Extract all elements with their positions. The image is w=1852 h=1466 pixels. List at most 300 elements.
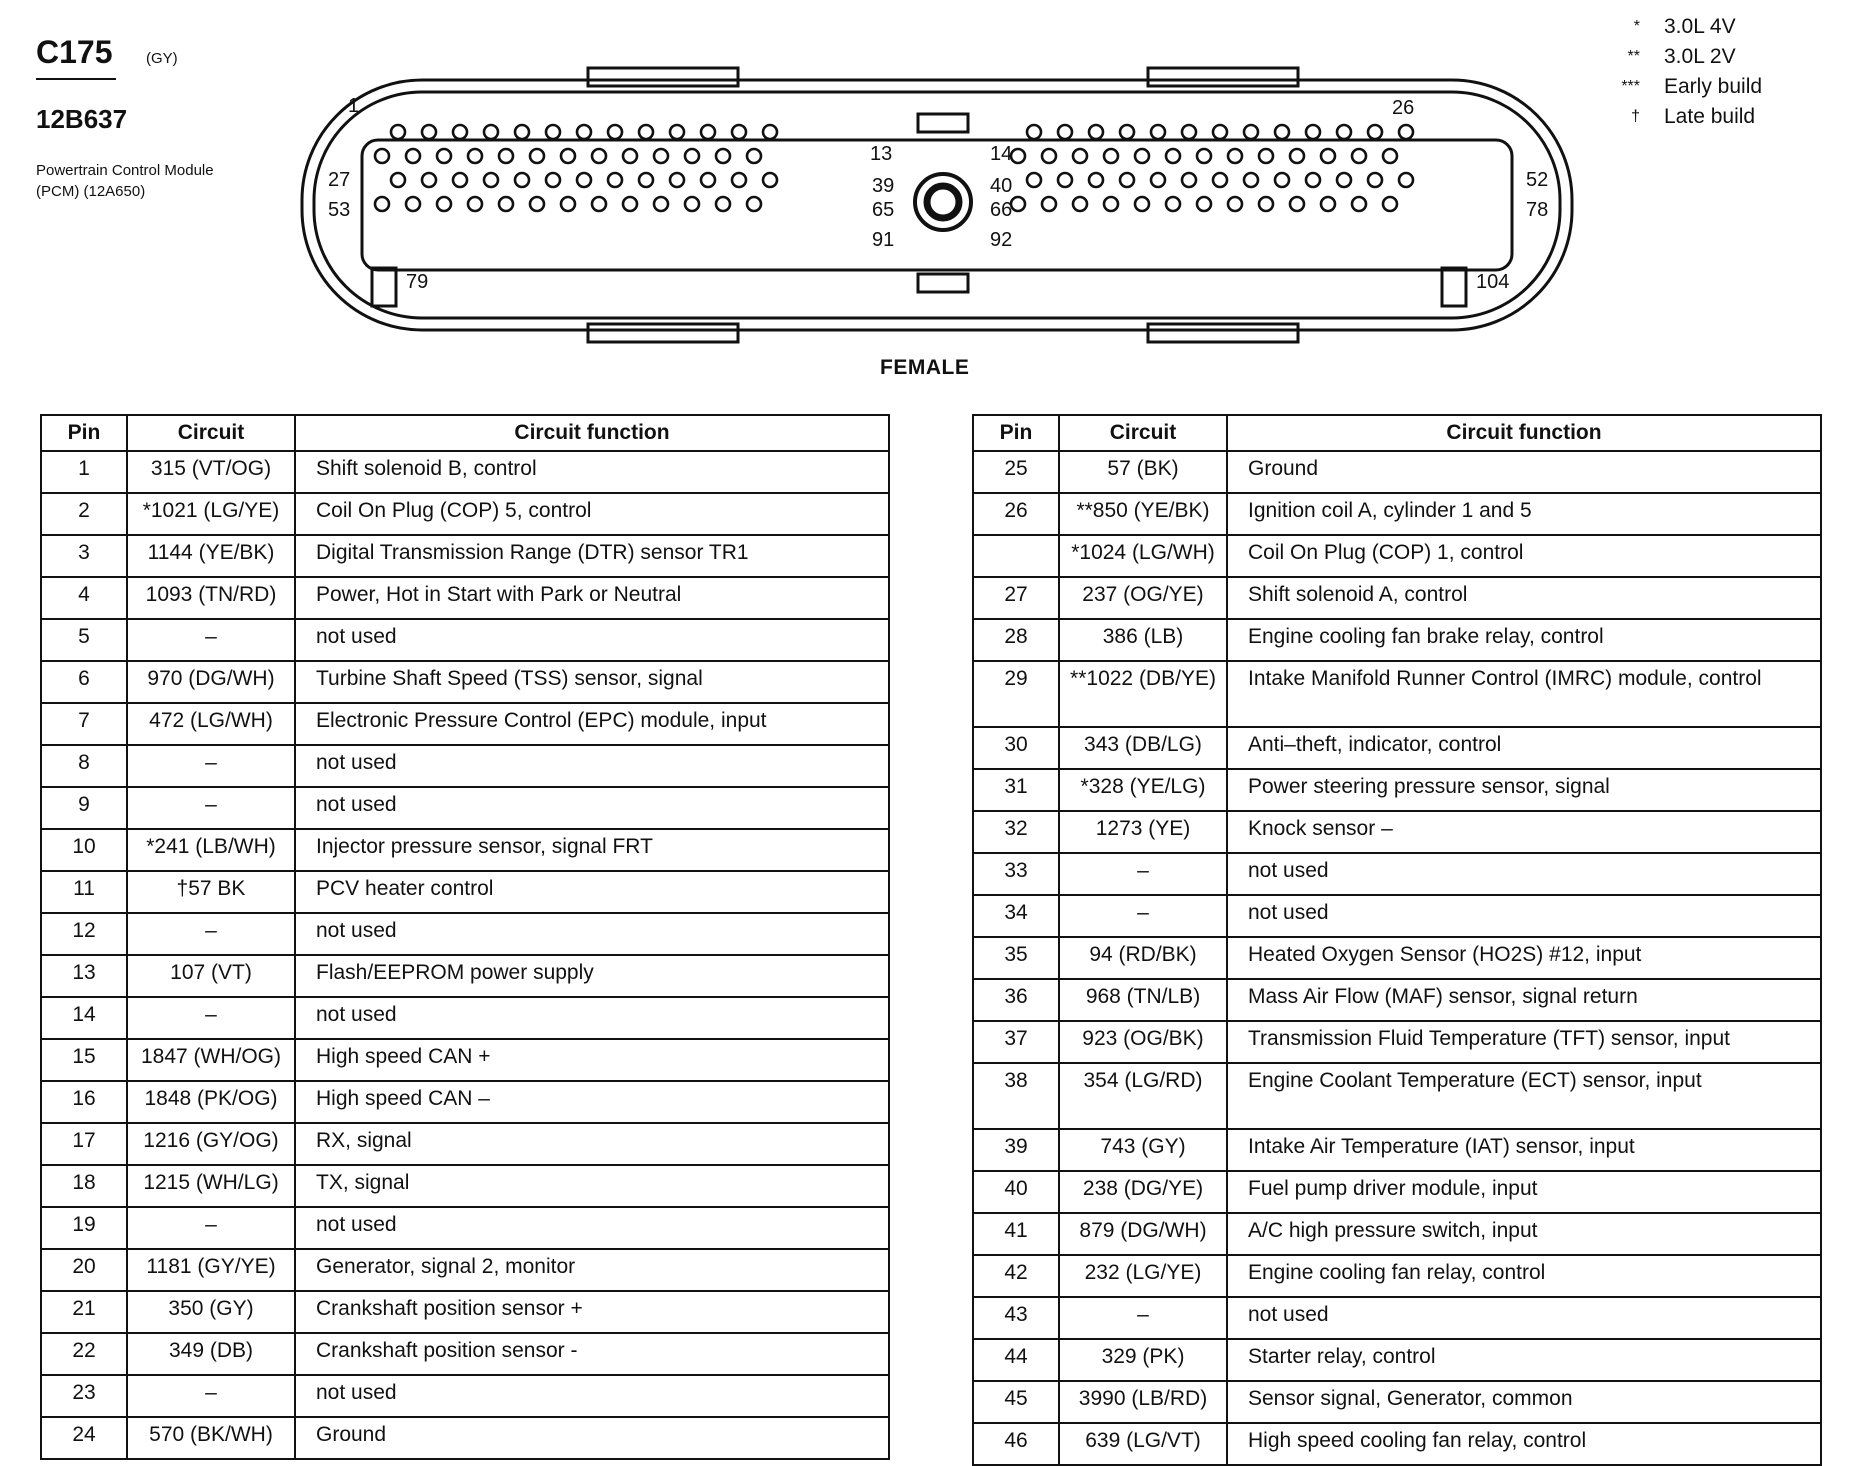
bottom-latch-right xyxy=(1148,324,1298,342)
pin-cell: 30 xyxy=(973,727,1059,769)
gender-label: FEMALE xyxy=(880,356,970,379)
circuit-cell: – xyxy=(127,997,295,1039)
circuit-cell: 968 (TN/LB) xyxy=(1059,979,1227,1021)
circuit-cell: 315 (VT/OG) xyxy=(127,451,295,493)
pin-hole xyxy=(701,173,715,187)
pin-label-52: 52 xyxy=(1526,169,1549,191)
circuit-cell: 57 (BK) xyxy=(1059,451,1227,493)
pin-label-1: 1 xyxy=(348,95,360,117)
pin-label-104: 104 xyxy=(1476,271,1510,293)
pin-hole xyxy=(1228,197,1242,211)
pin-hole xyxy=(499,197,513,211)
pin-hole xyxy=(1321,197,1335,211)
circuit-cell: 1215 (WH/LG) xyxy=(127,1165,295,1207)
legend-text: 3.0L 2V xyxy=(1664,45,1736,68)
function-cell: Flash/EEPROM power supply xyxy=(295,955,889,997)
pin-hole xyxy=(1306,173,1320,187)
pin-hole xyxy=(732,125,746,139)
table-body-right xyxy=(973,451,1821,1465)
pin-hole xyxy=(1135,149,1149,163)
module-line-1: Powertrain Control Module xyxy=(36,162,214,179)
pin-hole xyxy=(1027,125,1041,139)
pin-cell: 42 xyxy=(973,1255,1059,1297)
center-bolt-outer xyxy=(915,174,971,230)
function-cell: Engine cooling fan relay, control xyxy=(1227,1255,1821,1297)
pin-hole xyxy=(639,125,653,139)
pin-hole xyxy=(1120,173,1134,187)
pin-hole xyxy=(1058,125,1072,139)
table-row xyxy=(973,1021,1821,1063)
circuit-cell: – xyxy=(1059,895,1227,937)
pin-hole xyxy=(1213,173,1227,187)
pin-hole xyxy=(1259,149,1273,163)
table-row xyxy=(973,727,1821,769)
table-row xyxy=(41,577,889,619)
function-cell: Shift solenoid B, control xyxy=(295,451,889,493)
pin-cell: 8 xyxy=(41,745,127,787)
pin-cell: 5 xyxy=(41,619,127,661)
pin-label-92: 92 xyxy=(990,229,1013,251)
circuit-cell: – xyxy=(127,1375,295,1417)
table-row xyxy=(973,1255,1821,1297)
pin-cell: 36 xyxy=(973,979,1059,1021)
pin-hole xyxy=(747,149,761,163)
pin-hole xyxy=(608,125,622,139)
pin-cell: 29 xyxy=(973,661,1059,727)
table-row xyxy=(973,1339,1821,1381)
table-row xyxy=(973,895,1821,937)
table-row xyxy=(973,979,1821,1021)
header-pin: Pin xyxy=(973,415,1059,451)
pin-hole xyxy=(654,149,668,163)
pin-hole xyxy=(468,197,482,211)
pin-cell: 10 xyxy=(41,829,127,871)
header-circuit: Circuit xyxy=(127,415,295,451)
pin-label-27: 27 xyxy=(328,169,351,191)
pin-hole xyxy=(1306,125,1320,139)
table-row xyxy=(973,1063,1821,1129)
function-cell: High speed CAN + xyxy=(295,1039,889,1081)
function-cell: Knock sensor – xyxy=(1227,811,1821,853)
pin-hole xyxy=(592,149,606,163)
pin-hole xyxy=(623,197,637,211)
pin-cell: 33 xyxy=(973,853,1059,895)
pin-cell: 28 xyxy=(973,619,1059,661)
circuit-cell: *241 (LB/WH) xyxy=(127,829,295,871)
pin-cell: 4 xyxy=(41,577,127,619)
pin-hole xyxy=(716,149,730,163)
pin-label-13: 13 xyxy=(870,143,893,165)
pin-hole xyxy=(391,173,405,187)
pin-cell: 3 xyxy=(41,535,127,577)
function-cell: not used xyxy=(1227,895,1821,937)
pin-hole xyxy=(1027,173,1041,187)
circuit-cell: 232 (LG/YE) xyxy=(1059,1255,1227,1297)
pin-hole xyxy=(561,149,575,163)
table-row xyxy=(973,493,1821,535)
circuit-cell: **1022 (DB/YE) xyxy=(1059,661,1227,727)
table-row xyxy=(41,493,889,535)
table-row xyxy=(973,811,1821,853)
pin-hole xyxy=(701,125,715,139)
circuit-cell: – xyxy=(127,745,295,787)
circuit-cell: *1024 (LG/WH) xyxy=(1059,535,1227,577)
circuit-cell: †57 BK xyxy=(127,871,295,913)
function-cell: not used xyxy=(295,1207,889,1249)
legend-mark: * xyxy=(1633,18,1640,35)
table-row xyxy=(973,1297,1821,1339)
circuit-cell: – xyxy=(127,1207,295,1249)
pin-cell: 19 xyxy=(41,1207,127,1249)
connector-diagram xyxy=(290,60,1590,350)
function-cell: A/C high pressure switch, input xyxy=(1227,1213,1821,1255)
pin-cell: 44 xyxy=(973,1339,1059,1381)
pin-label-66: 66 xyxy=(990,199,1013,221)
pin-cell: 25 xyxy=(973,451,1059,493)
pin-hole xyxy=(732,173,746,187)
pin-label-78: 78 xyxy=(1526,199,1549,221)
pin-cell: 7 xyxy=(41,703,127,745)
circuit-cell: 343 (DB/LG) xyxy=(1059,727,1227,769)
pin-hole xyxy=(1011,149,1025,163)
legend-item xyxy=(1600,42,1762,72)
function-cell: Ignition coil A, cylinder 1 and 5 xyxy=(1227,493,1821,535)
circuit-cell: *328 (YE/LG) xyxy=(1059,769,1227,811)
pin-hole xyxy=(685,149,699,163)
pin-hole xyxy=(1228,149,1242,163)
polarizing-tab-left xyxy=(372,268,396,306)
pin-hole xyxy=(437,197,451,211)
circuit-cell: 1273 (YE) xyxy=(1059,811,1227,853)
function-cell: not used xyxy=(1227,853,1821,895)
pin-hole xyxy=(1166,197,1180,211)
function-cell: PCV heater control xyxy=(295,871,889,913)
pin-cell: 15 xyxy=(41,1039,127,1081)
pin-hole xyxy=(561,197,575,211)
header-underline xyxy=(36,78,116,80)
legend-item xyxy=(1600,102,1762,132)
pin-hole xyxy=(1135,197,1149,211)
pin-hole xyxy=(453,173,467,187)
table-row xyxy=(973,937,1821,979)
table-row xyxy=(973,1213,1821,1255)
pin-cell: 2 xyxy=(41,493,127,535)
table-row xyxy=(41,1375,889,1417)
header-function: Circuit function xyxy=(295,415,889,451)
table-row xyxy=(973,451,1821,493)
table-row xyxy=(973,1423,1821,1465)
table-header-row xyxy=(41,415,889,451)
table-row xyxy=(41,1039,889,1081)
circuit-cell: 923 (OG/BK) xyxy=(1059,1021,1227,1063)
function-cell: Intake Manifold Runner Control (IMRC) module, control xyxy=(1227,661,1821,727)
pin-hole xyxy=(422,173,436,187)
pin-hole xyxy=(1120,125,1134,139)
pin-hole xyxy=(1321,149,1335,163)
table-row xyxy=(41,703,889,745)
circuit-cell: 1216 (GY/OG) xyxy=(127,1123,295,1165)
pin-hole xyxy=(1383,149,1397,163)
legend-item xyxy=(1600,12,1762,42)
connector-pin-field xyxy=(362,140,1512,270)
pin-cell: 6 xyxy=(41,661,127,703)
table-row xyxy=(41,871,889,913)
pin-hole xyxy=(592,197,606,211)
pin-hole xyxy=(468,149,482,163)
function-cell: Crankshaft position sensor + xyxy=(295,1291,889,1333)
pin-hole xyxy=(577,125,591,139)
legend-mark: *** xyxy=(1621,78,1640,95)
table-row xyxy=(41,955,889,997)
pin-label-91: 91 xyxy=(872,229,895,251)
table-header-row xyxy=(973,415,1821,451)
pin-hole xyxy=(685,197,699,211)
pin-cell: 35 xyxy=(973,937,1059,979)
pin-hole xyxy=(747,197,761,211)
pin-hole xyxy=(716,197,730,211)
table-row xyxy=(41,1249,889,1291)
table-row xyxy=(41,787,889,829)
pin-hole xyxy=(1244,125,1258,139)
pin-label-39: 39 xyxy=(872,175,895,197)
circuit-cell: 238 (DG/YE) xyxy=(1059,1171,1227,1213)
table-row xyxy=(973,535,1821,577)
center-bolt-inner xyxy=(927,186,959,218)
circuit-cell: 107 (VT) xyxy=(127,955,295,997)
pin-hole xyxy=(484,125,498,139)
function-cell: Crankshaft position sensor - xyxy=(295,1333,889,1375)
table-row xyxy=(41,451,889,493)
circuit-cell: – xyxy=(127,619,295,661)
pin-hole xyxy=(437,149,451,163)
pin-hole xyxy=(375,149,389,163)
pin-hole xyxy=(670,125,684,139)
pin-hole xyxy=(1073,197,1087,211)
pin-hole xyxy=(1399,125,1413,139)
circuit-cell: 970 (DG/WH) xyxy=(127,661,295,703)
pinout-table-right xyxy=(972,414,1822,1466)
table-row xyxy=(41,745,889,787)
circuit-cell: 329 (PK) xyxy=(1059,1339,1227,1381)
function-cell: Power steering pressure sensor, signal xyxy=(1227,769,1821,811)
pin-hole xyxy=(546,173,560,187)
pin-hole xyxy=(1275,125,1289,139)
pin-hole xyxy=(623,149,637,163)
circuit-cell: – xyxy=(127,787,295,829)
table-row xyxy=(41,997,889,1039)
pin-cell: 22 xyxy=(41,1333,127,1375)
pin-cell: 45 xyxy=(973,1381,1059,1423)
function-cell: Anti–theft, indicator, control xyxy=(1227,727,1821,769)
function-cell: not used xyxy=(295,787,889,829)
pin-label-53: 53 xyxy=(328,199,351,221)
function-cell: Power, Hot in Start with Park or Neutral xyxy=(295,577,889,619)
function-cell: Engine cooling fan brake relay, control xyxy=(1227,619,1821,661)
legend-text: 3.0L 4V xyxy=(1664,15,1736,38)
circuit-cell: 237 (OG/YE) xyxy=(1059,577,1227,619)
function-cell: Generator, signal 2, monitor xyxy=(295,1249,889,1291)
function-cell: High speed CAN – xyxy=(295,1081,889,1123)
header-circuit: Circuit xyxy=(1059,415,1227,451)
function-cell: Shift solenoid A, control xyxy=(1227,577,1821,619)
table-row xyxy=(41,1417,889,1459)
legend-mark: † xyxy=(1631,108,1640,125)
legend-item xyxy=(1600,72,1762,102)
pin-hole xyxy=(654,197,668,211)
function-cell: not used xyxy=(295,1375,889,1417)
pin-hole xyxy=(1337,173,1351,187)
pin-hole xyxy=(530,197,544,211)
pin-hole xyxy=(1352,149,1366,163)
circuit-cell: 3990 (LB/RD) xyxy=(1059,1381,1227,1423)
pin-hole xyxy=(1042,197,1056,211)
pin-cell: 43 xyxy=(973,1297,1059,1339)
pin-hole xyxy=(1058,173,1072,187)
pin-hole xyxy=(1089,173,1103,187)
pin-hole xyxy=(406,149,420,163)
pin-cell: 27 xyxy=(973,577,1059,619)
pin-label-40: 40 xyxy=(990,175,1013,197)
circuit-cell: 472 (LG/WH) xyxy=(127,703,295,745)
table-row xyxy=(41,661,889,703)
pin-hole xyxy=(453,125,467,139)
pin-cell xyxy=(973,535,1059,577)
pin-cell: 21 xyxy=(41,1291,127,1333)
pin-hole xyxy=(1073,149,1087,163)
circuit-cell: *1021 (LG/YE) xyxy=(127,493,295,535)
pin-cell: 13 xyxy=(41,955,127,997)
table-row xyxy=(973,577,1821,619)
legend-text: Late build xyxy=(1664,105,1756,128)
table-row xyxy=(41,619,889,661)
function-cell: Ground xyxy=(295,1417,889,1459)
circuit-cell: – xyxy=(1059,1297,1227,1339)
pin-cell: 9 xyxy=(41,787,127,829)
function-cell: not used xyxy=(295,913,889,955)
table-row xyxy=(973,769,1821,811)
top-latch-right xyxy=(1148,68,1298,86)
bottom-key xyxy=(918,274,968,292)
circuit-cell: 1093 (TN/RD) xyxy=(127,577,295,619)
pin-cell: 24 xyxy=(41,1417,127,1459)
pin-hole xyxy=(406,197,420,211)
pin-hole xyxy=(763,173,777,187)
circuit-cell: 1847 (WH/OG) xyxy=(127,1039,295,1081)
function-cell: TX, signal xyxy=(295,1165,889,1207)
function-cell: Transmission Fluid Temperature (TFT) sensor, input xyxy=(1227,1021,1821,1063)
polarizing-tab-right xyxy=(1442,268,1466,306)
circuit-cell: 639 (LG/VT) xyxy=(1059,1423,1227,1465)
function-cell: Starter relay, control xyxy=(1227,1339,1821,1381)
pin-cell: 14 xyxy=(41,997,127,1039)
pin-hole xyxy=(530,149,544,163)
circuit-cell: 743 (GY) xyxy=(1059,1129,1227,1171)
pin-cell: 18 xyxy=(41,1165,127,1207)
pin-hole xyxy=(375,197,389,211)
legend-text: Early build xyxy=(1664,75,1763,98)
circuit-cell: 1144 (YE/BK) xyxy=(127,535,295,577)
legend-mark: ** xyxy=(1627,48,1640,65)
pin-hole xyxy=(515,173,529,187)
circuit-cell: 386 (LB) xyxy=(1059,619,1227,661)
pin-hole xyxy=(1337,125,1351,139)
circuit-cell: 879 (DG/WH) xyxy=(1059,1213,1227,1255)
function-cell: Injector pressure sensor, signal FRT xyxy=(295,829,889,871)
table-row xyxy=(41,913,889,955)
pin-cell: 1 xyxy=(41,451,127,493)
table-row xyxy=(41,1333,889,1375)
header-pin: Pin xyxy=(41,415,127,451)
function-cell: not used xyxy=(295,619,889,661)
table-row xyxy=(41,1081,889,1123)
function-cell: Digital Transmission Range (DTR) sensor TR1 xyxy=(295,535,889,577)
circuit-cell: 354 (LG/RD) xyxy=(1059,1063,1227,1129)
pin-cell: 40 xyxy=(973,1171,1059,1213)
pin-hole xyxy=(499,149,513,163)
table-row xyxy=(973,661,1821,727)
pin-hole xyxy=(1259,197,1273,211)
function-cell: RX, signal xyxy=(295,1123,889,1165)
pin-cell: 31 xyxy=(973,769,1059,811)
table-row xyxy=(41,829,889,871)
part-number: 12B637 xyxy=(36,104,128,134)
pin-hole xyxy=(1290,197,1304,211)
table-row xyxy=(41,535,889,577)
pin-cell: 46 xyxy=(973,1423,1059,1465)
table-row xyxy=(973,1171,1821,1213)
pin-label-79: 79 xyxy=(406,271,429,293)
function-cell: Sensor signal, Generator, common xyxy=(1227,1381,1821,1423)
circuit-cell: 1181 (GY/YE) xyxy=(127,1249,295,1291)
pin-cell: 38 xyxy=(973,1063,1059,1129)
function-cell: Mass Air Flow (MAF) sensor, signal return xyxy=(1227,979,1821,1021)
pin-hole xyxy=(1383,197,1397,211)
pin-cell: 16 xyxy=(41,1081,127,1123)
pin-cell: 34 xyxy=(973,895,1059,937)
pin-hole xyxy=(1368,125,1382,139)
pin-hole xyxy=(515,125,529,139)
function-cell: not used xyxy=(295,745,889,787)
pin-cell: 26 xyxy=(973,493,1059,535)
pin-hole xyxy=(1182,173,1196,187)
pin-hole xyxy=(391,125,405,139)
pin-cell: 32 xyxy=(973,811,1059,853)
pin-hole xyxy=(1399,173,1413,187)
pin-hole xyxy=(546,125,560,139)
circuit-cell: 350 (GY) xyxy=(127,1291,295,1333)
pin-hole xyxy=(577,173,591,187)
pin-cell: 12 xyxy=(41,913,127,955)
pin-hole xyxy=(1151,125,1165,139)
function-cell: Coil On Plug (COP) 5, control xyxy=(295,493,889,535)
table-row xyxy=(973,1381,1821,1423)
pin-cell: 39 xyxy=(973,1129,1059,1171)
circuit-cell: 1848 (PK/OG) xyxy=(127,1081,295,1123)
pin-hole xyxy=(422,125,436,139)
circuit-cell: **850 (YE/BK) xyxy=(1059,493,1227,535)
pin-hole xyxy=(1182,125,1196,139)
pin-hole xyxy=(608,173,622,187)
pin-hole xyxy=(484,173,498,187)
table-body-left xyxy=(41,451,889,1459)
function-cell: Fuel pump driver module, input xyxy=(1227,1171,1821,1213)
pin-hole xyxy=(1011,197,1025,211)
pin-hole xyxy=(1166,149,1180,163)
circuit-cell: 570 (BK/WH) xyxy=(127,1417,295,1459)
pin-hole xyxy=(1352,197,1366,211)
module-description xyxy=(36,160,214,202)
connector-id: C175 xyxy=(36,34,113,70)
